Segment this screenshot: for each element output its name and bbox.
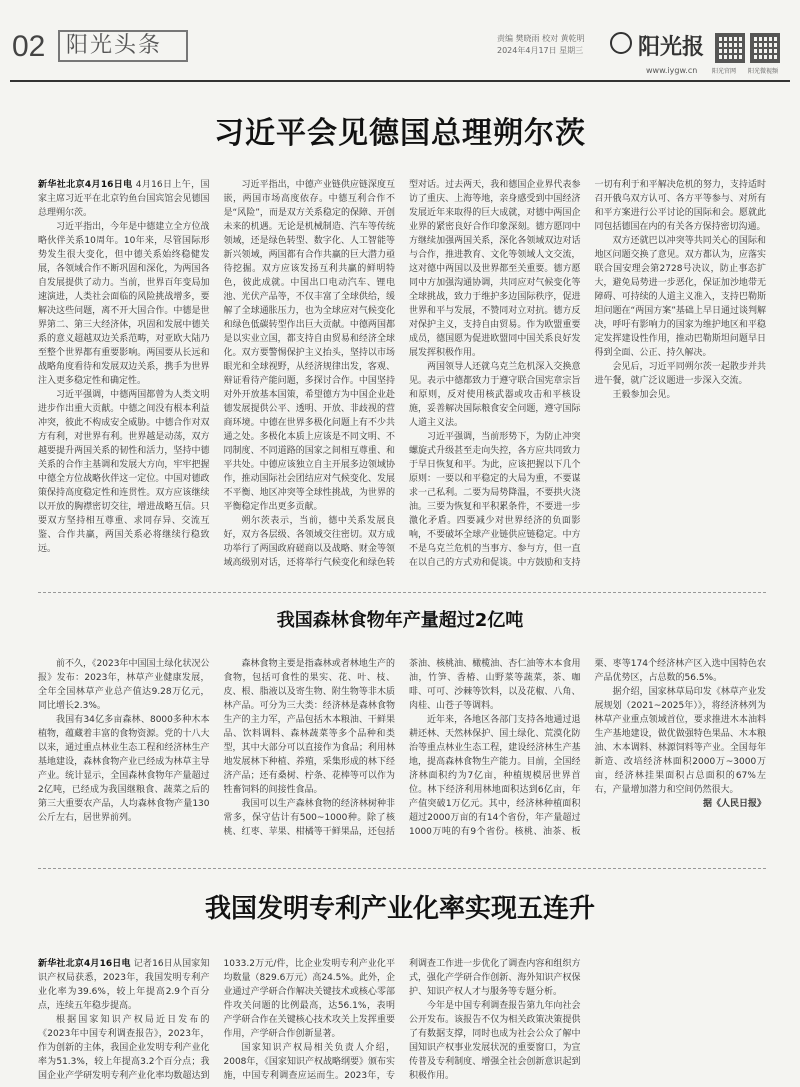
article-paragraph: 森林食物主要是指森林或者林地生产的食物，包括可食性的果实、花、叶、枝、皮、根、脂液以及寄生物、附生物等非木质林产品。可分为三大类：经济林是森林食物生产的主力军，产品包括木本粮油、干鲜果品、饮料调料、森林蔬菜等多个品种和类型，其中大部分可以直接作为食品；利用林地发展林下种植、养殖，采集形成的林下经济产品；还有桑树、柠条、花棒等可以作为牲畜饲料的间接性食品。 xyxy=(223,659,395,795)
dateline: 新华社北京4月16日电 xyxy=(38,180,133,190)
article-paragraph: 我国有34亿多亩森林、8000多种木本植物，蕴藏着丰富的食物资源。党的十八大以来，通过重点林业生态工程和经济林生产基地建设，森林食物产业已经成为林草主导产业。统计显示，全国森林食物年产量超过2亿吨，已经成为我国继粮食、蔬菜之后的第三大重要农产品，人均森林食物产量130公斤左右，居世界前列。 xyxy=(38,715,210,823)
article-divider xyxy=(38,868,766,869)
qr-caption: 阳光微视频 xyxy=(748,68,779,75)
article-paragraph: 近年来，各地区各部门支持各地通过退耕还林、天然林保护、国土绿化、荒漠化防治等重点林业生态工程，建设经济林生产基地，提高森林食物生产能力。目前，全国经济林面积约为7亿亩，种植规模居世界首位。林下经济利用林地面积达到6亿亩，年产值突破1万亿元。其中，经济林种植面积超过2000万亩的有14个省份，年产量超过1000万吨的有9个省份。核桃、油茶、板栗、枣等174个经济林产区入选中国特色农产品优势区，占总数的56.5%。 xyxy=(409,659,766,837)
article-paragraph: 习近平强调，中德两国都曾为人类文明进步作出重大贡献。中德之间没有根本利益冲突，彼此不构成安全威胁。中德合作对双方有利，对世界有利。世界越是动荡，双方越要提升两国关系的韧性和活力，坚持中德关系的合作主基调和发展大方向，牢牢把握中德全方位战略伙伴这一定位。中国对德政策保持高度稳定性和连贯性。双方应该继续以开放的胸襟密切交往，增进战略互信。只要双方坚持相互尊重、求同存异、交流互鉴、合作共赢，两国关系必将继续行稳致远。 xyxy=(38,390,210,554)
article-paragraph: 习近平指出，今年是中德建立全方位战略伙伴关系10周年。10年来，尽管国际形势发生很大变化，但中德关系始终稳健发展，各领域合作不断巩固和深化，为两国各自发展提供了动力。当前，世界百年变局加速演进，人类社会面临的风险挑战增多，要解决这些问题，离不开大国合作。中德是世界第二、第三大经济体，巩固和发展中德关系的意义超越双边关系范畴，对亚欧大陆乃至整个世界都有重要影响。两国要从长远和战略角度看待和发展双边关系，携手为世界注入更多稳定性和确定性。 xyxy=(38,222,210,386)
article-body xyxy=(38,657,766,847)
article-body xyxy=(38,178,766,578)
dateline: 新华社北京4月16日电 xyxy=(38,959,131,969)
article-paragraph: 今年是中国专利调查报告第九年向社会公开发布。该报告不仅为相关政策决策提供了有数据支撑，同时也成为社会公众了解中国知识产权事业发展状况的重要窗口，为宣传普及专利制度、增强全社会创新意识起到积极作用。 xyxy=(409,1001,581,1081)
article-paragraph: 国家知识产权局相关负责人介绍，2008年，《国家知识产权战略纲要》颁布实施，中国专利调查应运而生。2023年，专利调查工作进一步优化了调查内容和组织方式，强化产学研合作创新、海外知识产权保护、知识产权人才与服务等专题分析。 xyxy=(223,959,581,1081)
article-headline: 我国森林食物年产量超过2亿吨 xyxy=(276,610,524,631)
article-paragraph: 我国可以生产森林食物的经济林树种非常多，保守估计有500~1000种。除了核桃、红枣、苹果、柑橘等干鲜果品，还包括茶油、核桃油、橄榄油、杏仁油等木本食用油，竹笋、香椿、山野菜等蔬菜，茶、咖啡、可可、沙棘等饮料，以及花椒、八角、肉桂、山苍子等调料。 xyxy=(223,659,581,837)
article-columns xyxy=(38,957,766,1083)
article-divider xyxy=(38,592,766,593)
article-paragraph: 王毅参加会见。 xyxy=(612,390,676,400)
editors-line: 责编 樊晓雨 校对 黄乾明 xyxy=(497,34,585,43)
sun-logo-icon xyxy=(610,32,632,54)
page-number: 02 xyxy=(12,30,46,63)
logo-text: 阳光报 xyxy=(638,34,705,60)
article-headline: 习近平会见德国总理朔尔茨 xyxy=(214,116,586,151)
article-paragraph: 根据国家知识产权局近日发布的《2023年中国专利调查报告》，2023年，作为创新的主体，我国企业发明专利产业化率为51.3%，较上年提高3.2个百分点；我国企业产学研发明专利产业化率均数超达到1033.2万元/件，比企业发明专利产业化平均数量（829.6万元）高24.5%。此外，企业通过产学研合作解决关键技术或核心零部件攻关问题的比例最高，达56.1%，表明产学研合作在关键核心技术攻关上发挥重要作用，产学研合作创新显著。 xyxy=(38,959,395,1081)
section-title: 阳光头条 xyxy=(58,30,188,62)
masthead xyxy=(0,0,800,80)
article-paragraph: 新华社北京4月16日电 4月16日上午，国家主席习近平在北京钓鱼台国宾馆会见德国总理朔尔茨。 xyxy=(38,180,210,218)
qr-code-icon xyxy=(715,33,745,63)
qr-code-icon xyxy=(750,33,780,63)
article-columns xyxy=(38,657,766,847)
article-source: 据《人民日报》 xyxy=(702,799,766,809)
article-paragraph: 会见后，习近平同朔尔茨一起散步并共进午餐，就广泛议题进一步深入交流。 xyxy=(594,362,766,386)
qr-caption: 阳光官网 xyxy=(712,68,737,75)
article-paragraph: 前不久，《2023年中国国土绿化状况公报》发布：2023年，林草产业健康发展，全年全国林草产业总产值达9.28万亿元，同比增长2.3%。 xyxy=(38,659,210,711)
header-divider xyxy=(10,80,790,82)
issue-meta xyxy=(497,33,585,57)
article-paragraph: 习近平强调，当前形势下，为防止冲突螺旋式升级甚至走向失控，各方应共同致力于早日恢复和平。为此，应该把握以下几个原则：一要以和平稳定的大局为重，不要谋求一己私利。二要为局势降温，不要拱火浇油。三要为恢复和平积累条件，不要进一步激化矛盾。四要减少对世界经济的负面影响，不要破坏全球产业链供应链稳定。中方不是乌克兰危机的当事方、参与方，但一直在以自己的方式劝和促谈。中方鼓励和支持一切有利于和平解决危机的努力，支持适时召开俄乌双方认可、各方平等参与、对所有和平方案进行公平讨论的国际和会。愿就此同包括德国在内的有关各方保持密切沟通。 xyxy=(409,180,766,568)
article-paragraph: 据介绍，国家林草局印发《林草产业发展规划（2021~2025年）》，将经济林列为林草产业重点领域首位，要求推进木本油料生产基地建设，做优做强特色果品、木本粮油、木本调料、林源饲料等产业。全国每年新造、改培经济林面积2000万~3000万亩，经济林挂果面积占总面积的67%左右，产量增加潜力和空间仍然很大。 xyxy=(594,687,766,795)
article-paragraph: 双方还就巴以冲突等共同关心的国际和地区问题交换了意见。双方都认为，应落实联合国安理会第2728号决议，防止事态扩大，避免局势进一步恶化，保证加沙地带无障碍、可持续的人道主义准入，支持巴勒斯坦问题在“两国方案”基础上早日通过谈判解决，呼吁有影响力的国家为维护地区和平稳定发挥建设性作用，推动巴勒斯坦问题早日得到全面、公正、持久解决。 xyxy=(594,236,766,358)
issue-date: 2024年4月17日 星期三 xyxy=(497,46,584,55)
article-columns xyxy=(38,178,766,578)
article-paragraph: 朔尔茨表示，当前，德中关系发展良好，双方各层级、各领域交往密切。双方成功举行了两国政府磋商以及战略、财金等领域高级别对话，还将举行气候变化和绿色转型对话。过去两天，我和德国企业界代表参访了重庆、上海等地，亲身感受到中国经济发展近年来取得的巨大成就，对德中两国企业界的紧密良好合作印象深刻。德方愿同中方继续加强两国关系，深化各领域双边对话与合作，推进教育、文化等领域人文交流，这对德中两国以及世界都至关重要。德方愿同中方加强沟通协调，共同应对气候变化等全球挑战，致力于维护多边国际秩序，促进世界和平与发展，不赞同对立对抗。德方反对保护主义，支持自由贸易。作为欧盟重要成员，德国愿为促进欧盟同中国关系良好发展发挥积极作用。 xyxy=(223,180,581,568)
article-paragraph: 两国领导人还就乌克兰危机深入交换意见。表示中德都致力于遵守联合国宪章宗旨和原则，反对使用核武器或攻击和平核设施，妥善解决国际粮食安全问题，遵守国际人道主义法。 xyxy=(409,362,581,428)
website-url[interactable]: www.iygw.cn xyxy=(646,66,698,75)
article-paragraph: 新华社北京4月16日电 记者16日从国家知识产权局获悉，2023年，我国发明专利产业化率为39.6%，较上年提高2.9个百分点，连续五年稳步提高。 xyxy=(38,959,210,1011)
article-paragraph: 习近平指出，中德产业链供应链深度互嵌，两国市场高度依存。中德互利合作不是“风险”，而是双方关系稳定的保障、开创未来的机遇。无论是机械制造、汽车等传统领域，还是绿色转型、数字化、人工智能等新兴领域，两国都有合作共赢的巨大潜力亟待挖掘。双方应该发扬互利共赢的鲜明特色，彼此成就。中国出口电动汽车、锂电池、光伏产品等，不仅丰富了全球供给，缓解了全球通胀压力，也为全球应对气候变化和绿色低碳转型作出巨大贡献。中德两国都是以实业立国，都支持自由贸易和经济全球化。双方要警惕保护主义抬头，坚持以市场眼光和全球视野，从经济规律出发，客观、辩证看待产能问题，多探讨合作。中国坚持对外开放基本国策，希望德方为中国企业赴德发展提供公平、透明、开放、非歧视的营商环境。中德在世界多极化问题上有不少共通之处。多极化本质上应该是不同文明、不同制度、不同道路的国家之间相互尊重、和平共处。中德应该独立自主开展多边领域协作，推动国际社会团结应对气候变化、发展不平衡、地区冲突等全球性挑战，为世界的平衡稳定作出更多贡献。 xyxy=(223,180,395,512)
article-body xyxy=(38,957,766,1083)
article-headline: 我国发明专利产业化率实现五连升 xyxy=(204,894,595,924)
